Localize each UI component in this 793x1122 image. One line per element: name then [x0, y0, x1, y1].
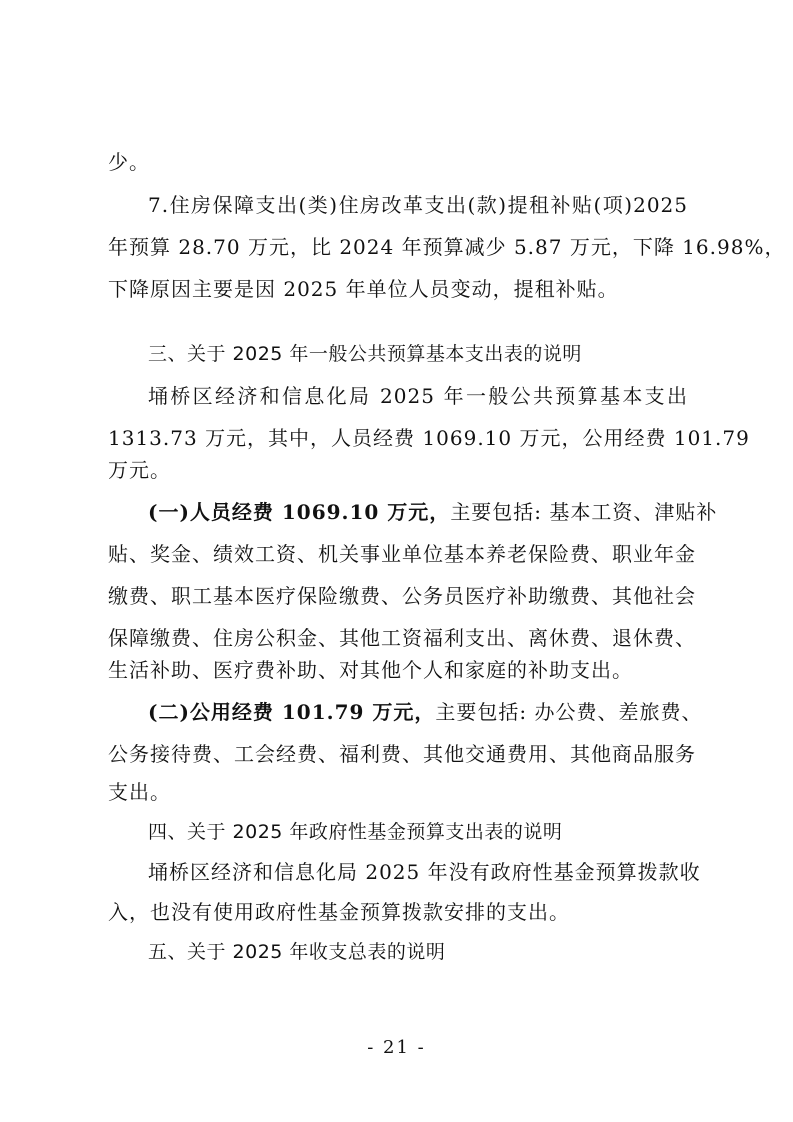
section5-heading: 五、关于 2025 年收支总表的说明	[148, 941, 446, 963]
section3-para1-line-2: 1313.73 万元，其中，人员经费 1069.10 万元，公用经费 101.79	[108, 426, 750, 450]
public-expense-intro: 主要包括: 办公费、差旅费、	[435, 700, 703, 724]
item7-line-1: 7.住房保障支出(类)住房改革支出(款)提租补贴(项)2025	[148, 193, 688, 217]
personnel-expense-line-3: 缴费、职工基本医疗保险缴费、公务员医疗补助缴费、其他社会	[108, 584, 696, 608]
section3-para1-line-3: 万元。	[108, 458, 171, 482]
item7-line-2: 年预算 28.70 万元，比 2024 年预算减少 5.87 万元，下降 16.98%，	[108, 235, 786, 259]
section4-line-2: 入，也没有使用政府性基金预算拨款安排的支出。	[108, 900, 570, 924]
personnel-expense-line-4: 保障缴费、住房公积金、其他工资福利支出、离休费、退休费、	[108, 626, 696, 650]
page-number: - 21 -	[367, 1037, 426, 1058]
item7-line-3: 下降原因主要是因 2025 年单位人员变动，提租补贴。	[108, 277, 619, 301]
public-expense-line-3: 支出。	[108, 780, 171, 804]
personnel-expense-intro: 主要包括: 基本工资、津贴补	[450, 500, 718, 524]
section4-heading: 四、关于 2025 年政府性基金预算支出表的说明	[148, 821, 563, 843]
personnel-expense-line-5: 生活补助、医疗费补助、对其他个人和家庭的补助支出。	[108, 658, 633, 682]
public-expense-line-2: 公务接待费、工会经费、福利费、其他交通费用、其他商品服务	[108, 742, 696, 766]
personnel-expense-line-2: 贴、奖金、绩效工资、机关事业单位基本养老保险费、职业年金	[108, 542, 696, 566]
section3-para1-line-1: 埇桥区经济和信息化局 2025 年一般公共预算基本支出	[148, 384, 688, 408]
personnel-expense-label: (一)人员经费 1069.10 万元，	[148, 500, 451, 524]
public-expense-line-1	[148, 698, 703, 726]
section3-heading: 三、关于 2025 年一般公共预算基本支出表的说明	[148, 343, 582, 365]
public-expense-label: (二)公用经费 101.79 万元，	[148, 700, 436, 724]
previous-paragraph-tail: 少。	[108, 150, 150, 174]
personnel-expense-line-1	[148, 498, 718, 526]
section4-line-1: 埇桥区经济和信息化局 2025 年没有政府性基金预算拨款收	[148, 860, 701, 884]
